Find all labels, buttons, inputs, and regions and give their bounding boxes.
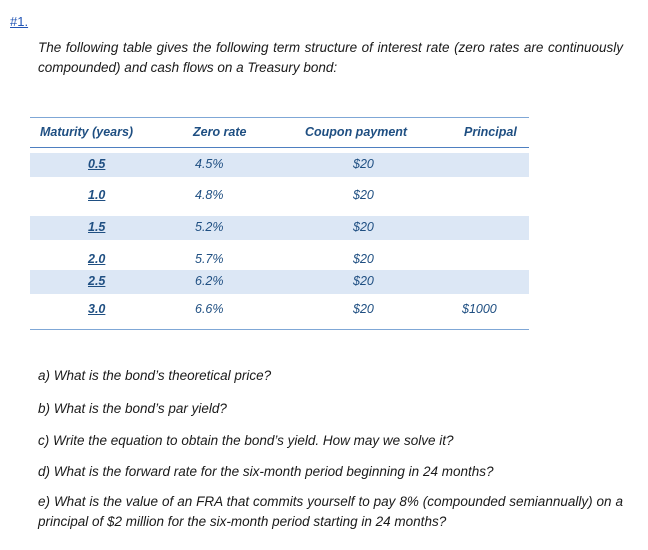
zero-rate-cell: 5.7% [195,252,224,266]
question-b: b) What is the bond’s par yield? [38,401,227,416]
question-c: c) Write the equation to obtain the bond’s yield. How may we solve it? [38,433,454,448]
zero-rate-cell: 5.2% [195,220,224,234]
header-zero-rate: Zero rate [193,125,247,139]
table-row [30,248,529,272]
zero-rate-cell: 6.2% [195,274,224,288]
table-row [30,270,529,294]
table-row [30,298,529,322]
zero-rate-cell: 6.6% [195,302,224,316]
table-row [30,153,529,177]
zero-rate-cell: 4.5% [195,157,224,171]
maturity-cell: 1.5 [88,220,106,234]
coupon-cell: $20 [353,302,374,316]
coupon-cell: $20 [353,157,374,171]
header-principal: Principal [464,125,517,139]
question-a: a) What is the bond’s theoretical price? [38,368,272,383]
header-coupon-payment: Coupon payment [305,125,408,139]
coupon-cell: $20 [353,188,374,202]
maturity-cell: 2.5 [88,274,106,288]
maturity-cell: 3.0 [88,302,106,316]
principal-cell: $1000 [462,302,497,316]
question-d: d) What is the forward rate for the six-month period beginning in 24 months? [38,464,494,479]
maturity-cell: 1.0 [88,188,106,202]
coupon-cell: $20 [353,252,374,266]
maturity-cell: 2.0 [88,252,106,266]
table-row [30,216,529,240]
question-e: e) What is the value of an FRA that commits yourself to pay 8% (compounded semiannually) on a principal of $2 million for the six-month period starting in 24 months? [38,494,623,529]
table-row [30,184,529,208]
table-header-rule [30,147,529,148]
maturity-cell: 0.5 [88,157,106,171]
table-top-rule [30,117,529,118]
problem-number: #1. [10,14,29,29]
table-bottom-rule [30,329,529,330]
coupon-cell: $20 [353,274,374,288]
header-maturity: Maturity (years) [40,125,134,139]
zero-rate-cell: 4.8% [195,188,224,202]
problem-intro: The following table gives the following term structure of interest rate (zero rates are continuously compounded) and cash flows on a Treasury bond: [38,40,623,75]
coupon-cell: $20 [353,220,374,234]
